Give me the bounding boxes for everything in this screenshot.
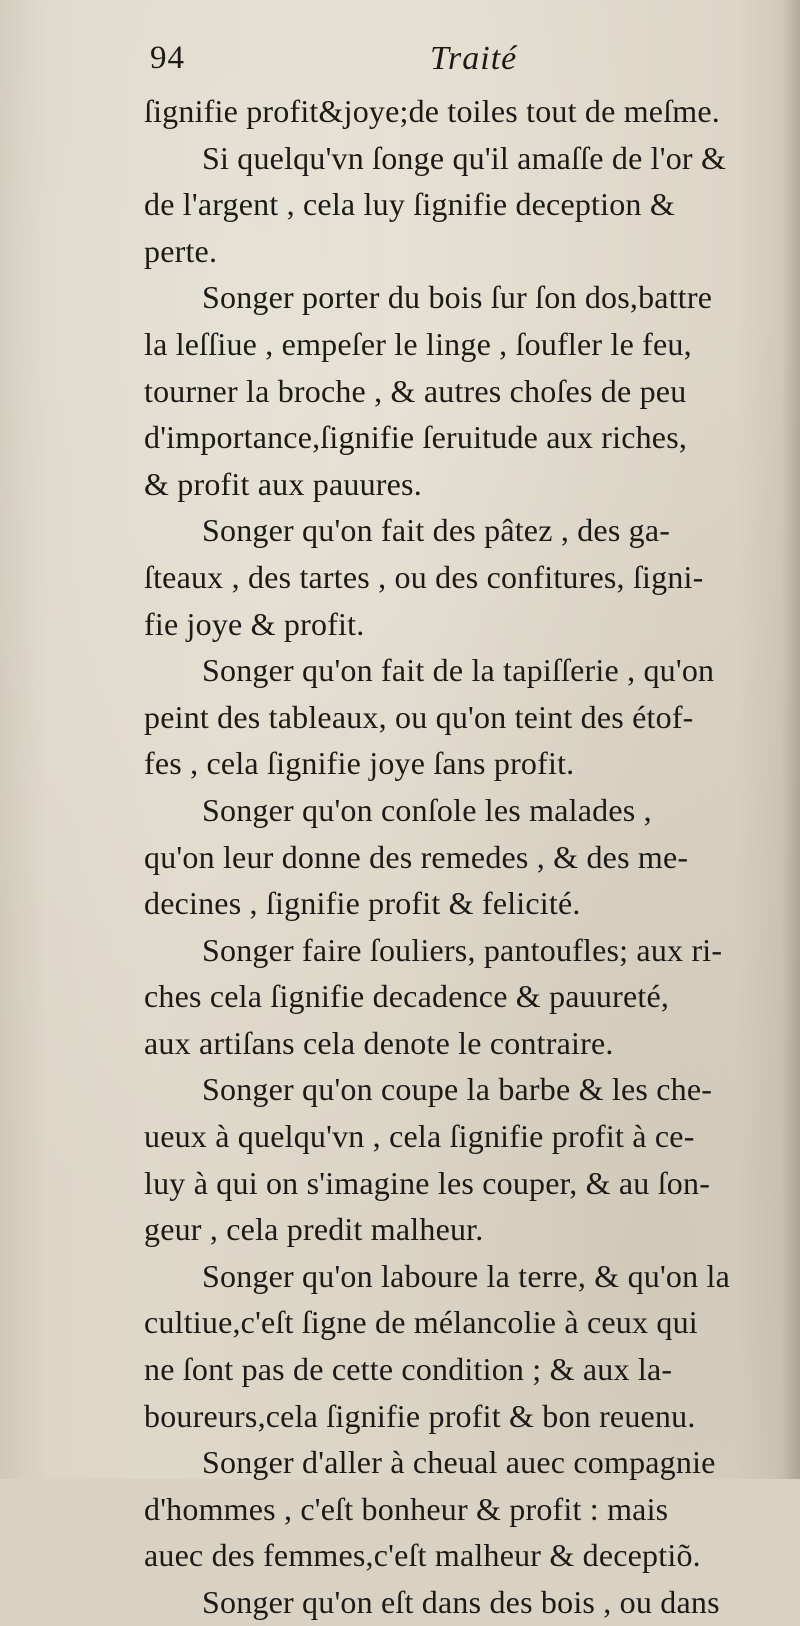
text-line: qu'on leur donne des remedes , & des me-	[144, 838, 689, 875]
text-line: Songer qu'on eſt dans des bois , ou dans	[202, 1584, 720, 1620]
text-line: Si quelqu'vn ſonge qu'il amaſſe de l'or &	[202, 139, 727, 176]
text-line: decines , ſignifie profit & felicité.	[144, 885, 581, 922]
text-line: Songer qu'on conſole les malades ,	[202, 791, 652, 828]
text-line: Songer porter du bois ſur ſon dos,battre	[202, 279, 713, 316]
text-line: fes , cela ſignifie joye ſans profit.	[144, 745, 575, 782]
text-line: ueux à quelqu'vn , cela ſignifie profit à ce-	[144, 1118, 695, 1155]
text-line: Songer faire ſouliers, pantoufles; aux ri-	[202, 931, 723, 968]
text-line: la leſſiue , empeſer le linge , ſoufler le feu,	[144, 325, 692, 362]
text-line: ſteaux , des tartes , ou des confitures, ſigni-	[144, 558, 704, 595]
text-line: luy à qui on s'imagine les couper, & au ſon-	[144, 1164, 711, 1201]
text-line: fie joye & profit.	[144, 605, 365, 642]
text-line: perte.	[144, 232, 218, 269]
text-line: ne ſont pas de cette condition ; & aux la-	[144, 1351, 673, 1388]
text-line: aux artiſans cela denote le contraire.	[144, 1024, 614, 1061]
text-line: de l'argent , cela luy ſignifie deception &	[144, 186, 675, 223]
page-number: 94	[150, 40, 185, 76]
text-line: auec des femmes,c'eſt malheur & deceptiõ.	[144, 1537, 701, 1574]
text-line: ſignifie profit&joye;de toiles tout de meſme.	[144, 93, 720, 129]
text-line: d'importance,ſignifie ſeruitude aux riches,	[144, 419, 688, 456]
text-line: ches cela ſignifie decadence & pauureté,	[144, 978, 670, 1015]
text-line: & profit aux pauures.	[144, 465, 422, 502]
text-line: Songer qu'on laboure la terre, & qu'on la	[202, 1257, 731, 1294]
body-text	[144, 88, 794, 1626]
text-line: boureurs,cela ſignifie profit & bon reuenu.	[144, 1397, 696, 1434]
text-line: Songer qu'on coupe la barbe & les che-	[202, 1071, 713, 1108]
running-title: Traité	[430, 40, 518, 77]
text-line: cultiue,c'eſt ſigne de mélancolie à ceux qui	[144, 1304, 698, 1341]
text-line: geur , cela predit malheur.	[144, 1211, 484, 1248]
text-line: tourner la broche , & autres choſes de peu	[144, 372, 687, 409]
text-line: Songer qu'on fait des pâtez , des ga-	[202, 512, 671, 549]
text-line: Songer d'aller à cheual auec compagnie	[202, 1444, 716, 1481]
text-line: peint des tableaux, ou qu'on teint des étof-	[144, 698, 694, 735]
page-header	[150, 40, 650, 90]
text-line: Songer qu'on fait de la tapiſſerie , qu'on	[202, 652, 715, 689]
text-line: d'hommes , c'eſt bonheur & profit : mais	[144, 1490, 669, 1527]
